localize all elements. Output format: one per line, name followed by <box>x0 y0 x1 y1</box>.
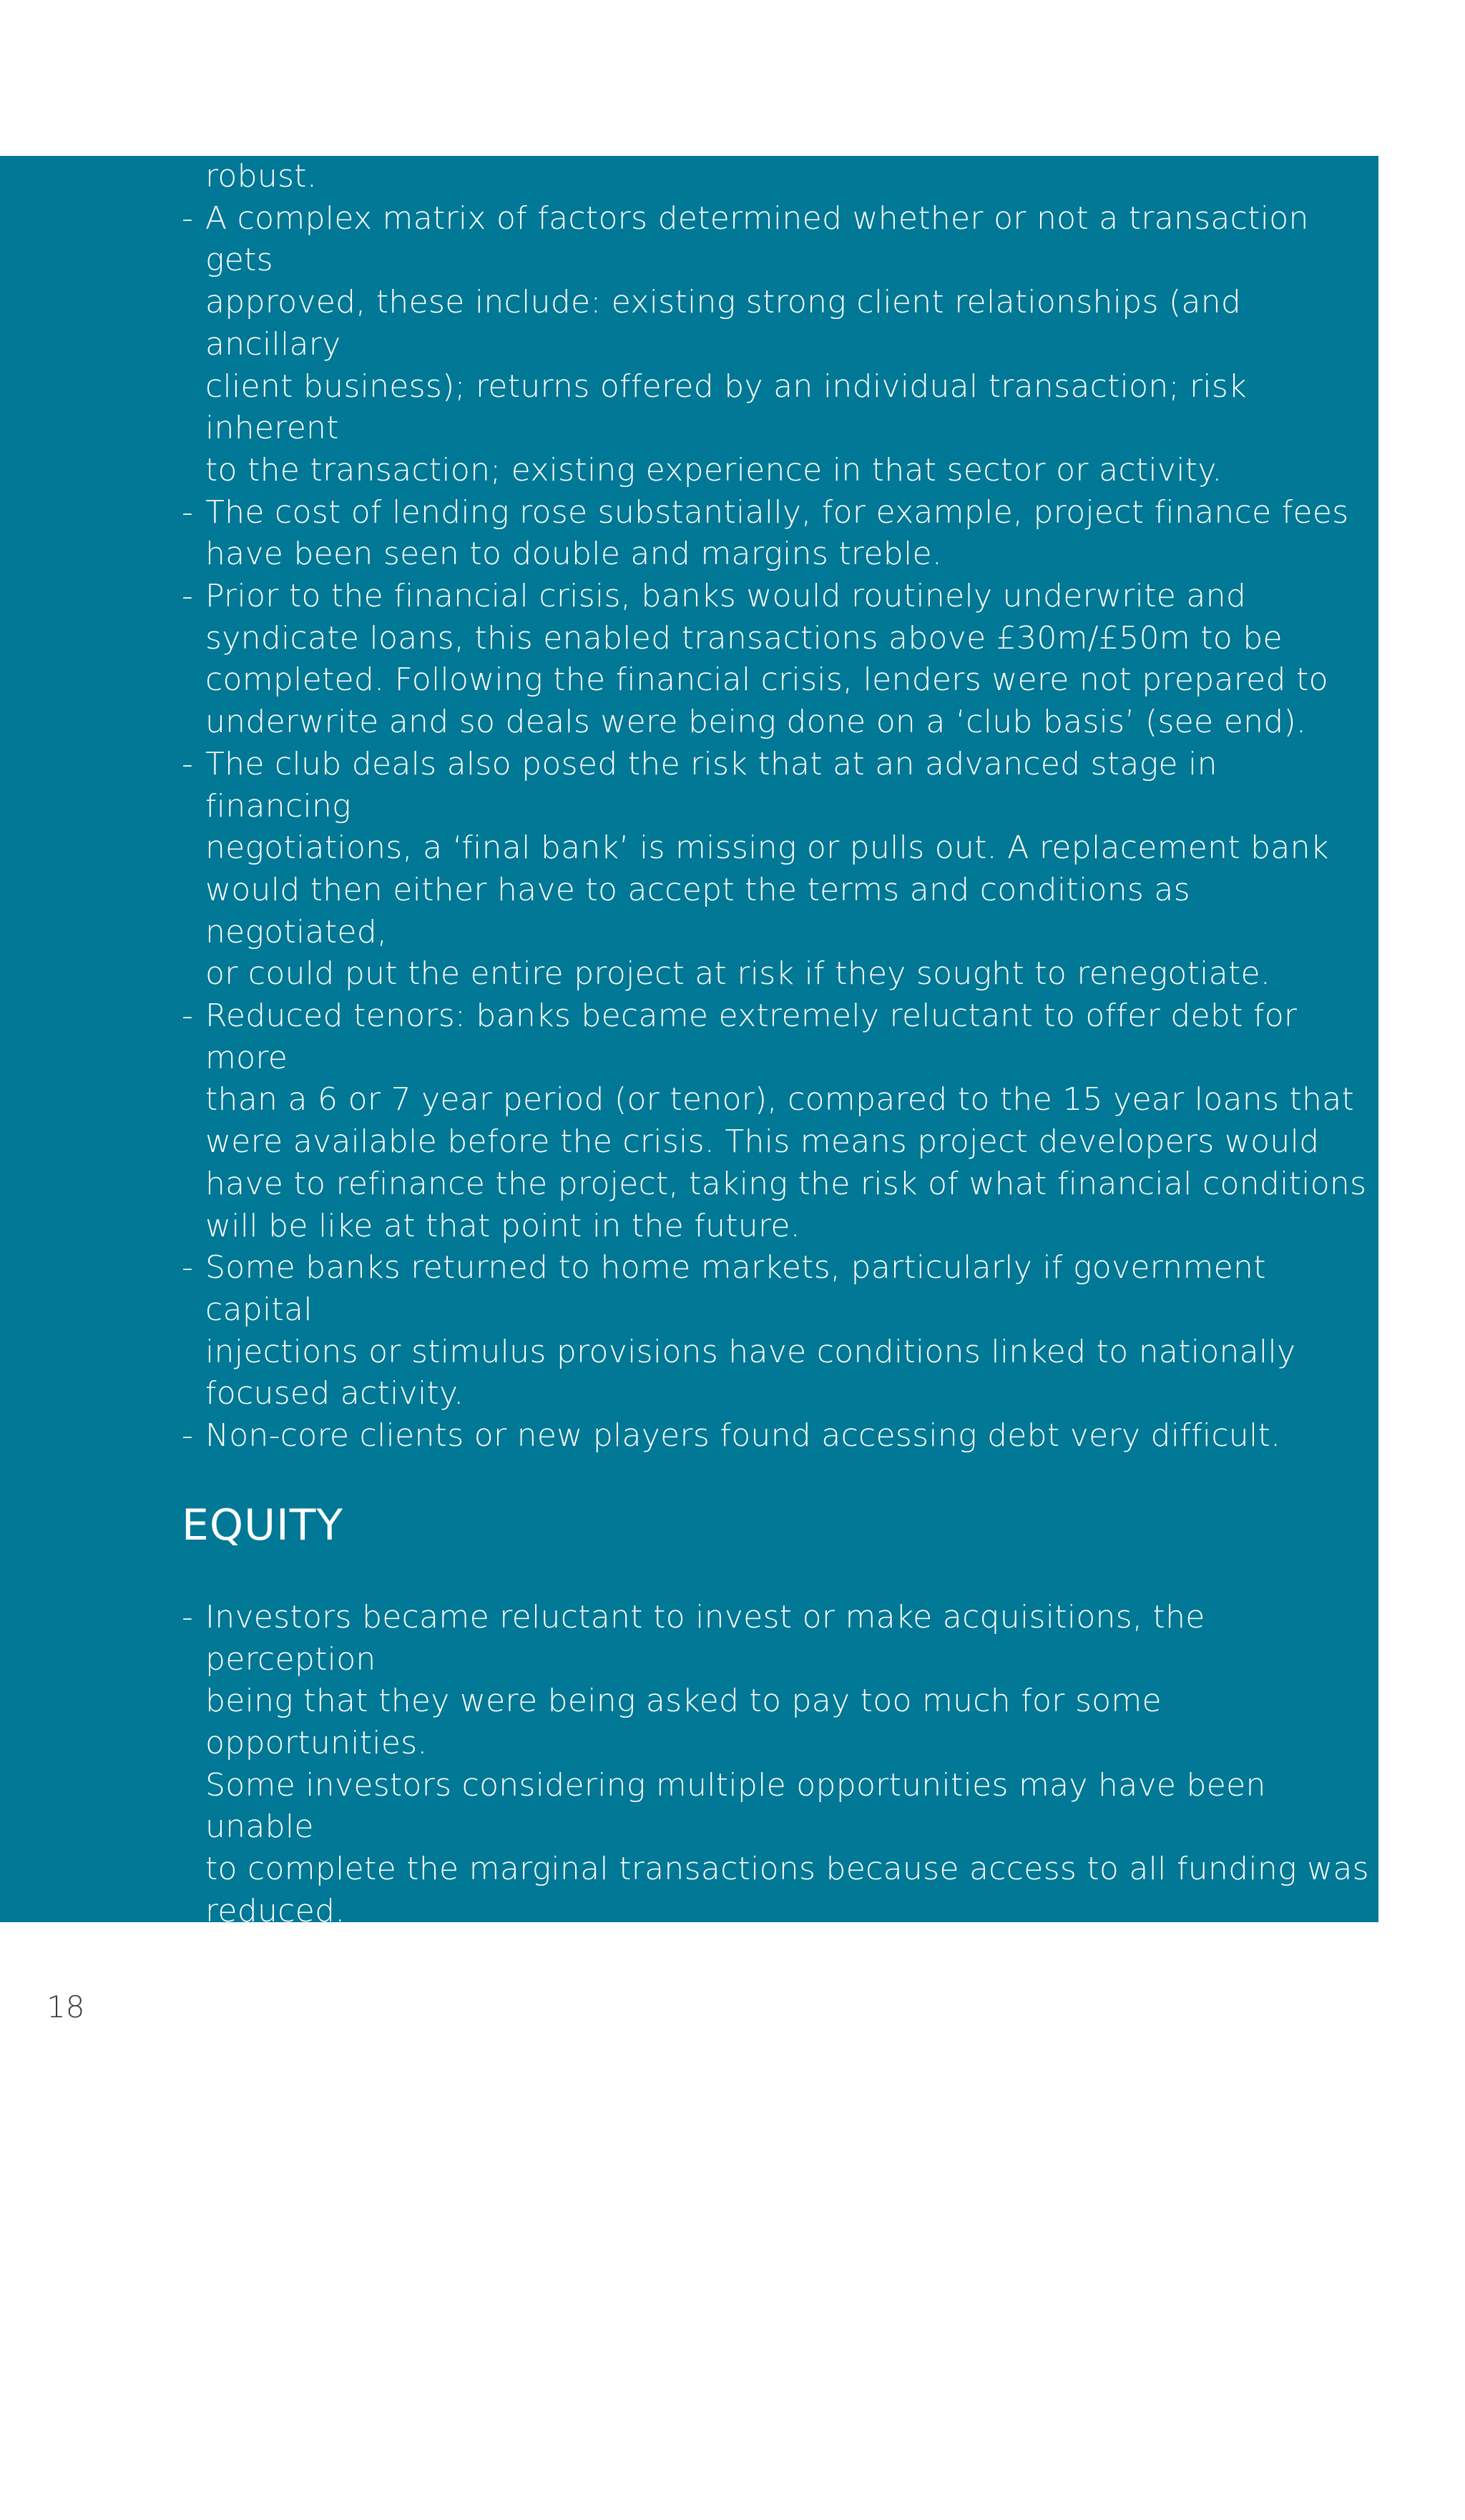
text-line: injections or stimulus provisions have conditions linked to nationally <box>205 1333 1296 1370</box>
bullet-dash: - <box>182 200 194 237</box>
text-line: underwrite and so deals were being done on a ‘club basis’ (see end). <box>205 704 1307 741</box>
bullet-item <box>182 744 1369 995</box>
bullet-dash: - <box>182 2102 194 2140</box>
equity-section <box>182 1597 1369 2520</box>
debt-bullet-list <box>182 198 1369 1457</box>
bullet-item <box>182 492 1369 576</box>
bullet-dash: - <box>182 998 194 1035</box>
continuation-text <box>182 156 1369 198</box>
text-line: Some investors considering multiple opportunities may have been unable <box>205 1766 1266 1846</box>
bullet-dash: - <box>182 493 194 531</box>
panel-content <box>182 156 1369 2520</box>
text-line: completed. Following the financial crisis, lenders were not prepared to <box>205 661 1328 699</box>
text-line: have been seen to double and margins treble. <box>205 536 943 573</box>
text-line: sector meant difficulty for investors completing acquisitions where debt is <box>205 2144 1355 2223</box>
text-line: required to supplement the available equity, or to enhance equity returns <box>205 2228 1260 2308</box>
text-line: The cost of lending rose substantially, for example, project finance fees <box>205 493 1349 531</box>
text-line: than a 6 or 7 year period (or tenor), compared to the 15 year loans that <box>205 1081 1355 1118</box>
bullet-item <box>182 2352 1369 2520</box>
bullet-item <box>182 995 1369 1247</box>
text-line: or could put the entire project at risk if they sought to renegotiate. <box>205 955 1271 993</box>
text-line: Companies, such as project developers, were forced to sell assets or <box>205 1934 1302 1972</box>
bullet-dash: - <box>182 1249 194 1286</box>
bullet-dash: - <box>182 578 194 615</box>
text-line: client business); returns offered by an individual transaction; risk inherent <box>205 368 1247 447</box>
text-line: The lack of debt available in the market due to problems in the banking <box>205 2102 1352 2140</box>
bullet-item <box>182 1597 1369 1933</box>
text-line: syndicate loans, this enabled transactions above £30m/£50m to be <box>205 619 1283 656</box>
bullet-item <box>182 1247 1369 1415</box>
bullet-dash: - <box>182 2354 194 2391</box>
text-line: robust. <box>205 158 318 195</box>
bullet-dash: - <box>182 745 194 782</box>
equity-bullet-list <box>182 1597 1369 2520</box>
text-line: focused activity. <box>205 1375 464 1412</box>
text-line: have to refinance the project, taking the risk of what financial conditions <box>205 1165 1367 1202</box>
bullet-item <box>182 576 1369 744</box>
text-line: reduced. <box>205 1892 346 1929</box>
text-line: would then either have to accept the terms and conditions as negotiated, <box>205 871 1190 950</box>
bullet-item <box>182 2100 1369 2352</box>
text-line: Some banks returned to home markets, particularly if government capital <box>205 1249 1266 1328</box>
text-line: negotiations, a ‘final bank’ is missing or pulls out. A replacement bank <box>205 830 1329 867</box>
text-line: were available before the crisis. This means project developers would <box>205 1123 1320 1161</box>
bullet-item <box>182 1415 1369 1457</box>
text-line: Reduced tenors: banks became extremely reluctant to offer debt for more <box>205 998 1298 1076</box>
text-line: Prior to the financial crisis, banks would routinely underwrite and <box>205 578 1247 615</box>
text-line: equity because they cannot access capital elsewhere to construct assets <box>205 1977 1260 2055</box>
text-line: Investors became reluctant to invest or make acquisitions, the perception <box>205 1598 1205 1678</box>
text-line: will be like at that point in the future. <box>205 1207 801 1244</box>
text-line: A complex matrix of factors determined whether or not a transaction gets <box>205 200 1309 279</box>
text-line: being that they were being asked to pay too much for some opportunities. <box>205 1683 1162 1761</box>
text-line: to complete the marginal transactions because access to all funding was <box>205 1851 1369 1888</box>
section-heading-equity: EQUITY <box>182 1500 344 1550</box>
bullet-dash: - <box>182 1417 194 1455</box>
bullet-dash: - <box>182 1598 194 1635</box>
text-line: investments made at the height of the market (ie pre October 2008) – as <box>205 2438 1326 2517</box>
bullet-item <box>182 1932 1369 2100</box>
text-line: approved, these include: existing strong client relationships (and ancillary <box>205 284 1242 363</box>
debt-section <box>182 156 1369 1457</box>
text-line: to an acceptable hurdle level. <box>205 2312 681 2349</box>
text-line: to the transaction; existing experience in that sector or activity. <box>205 451 1223 488</box>
bullet-dash: - <box>182 1934 194 1972</box>
page-number: 18 <box>46 1989 85 2024</box>
text-line: Some investors were being requested by investment committees to justify <box>205 2354 1290 2433</box>
text-line: The club deals also posed the risk that at an advanced stage in financing <box>205 745 1217 825</box>
bullet-item <box>182 198 1369 492</box>
text-line: or service debt. <box>205 2060 456 2097</box>
text-line: Non-core clients or new players found accessing debt very difficult. <box>205 1417 1281 1455</box>
